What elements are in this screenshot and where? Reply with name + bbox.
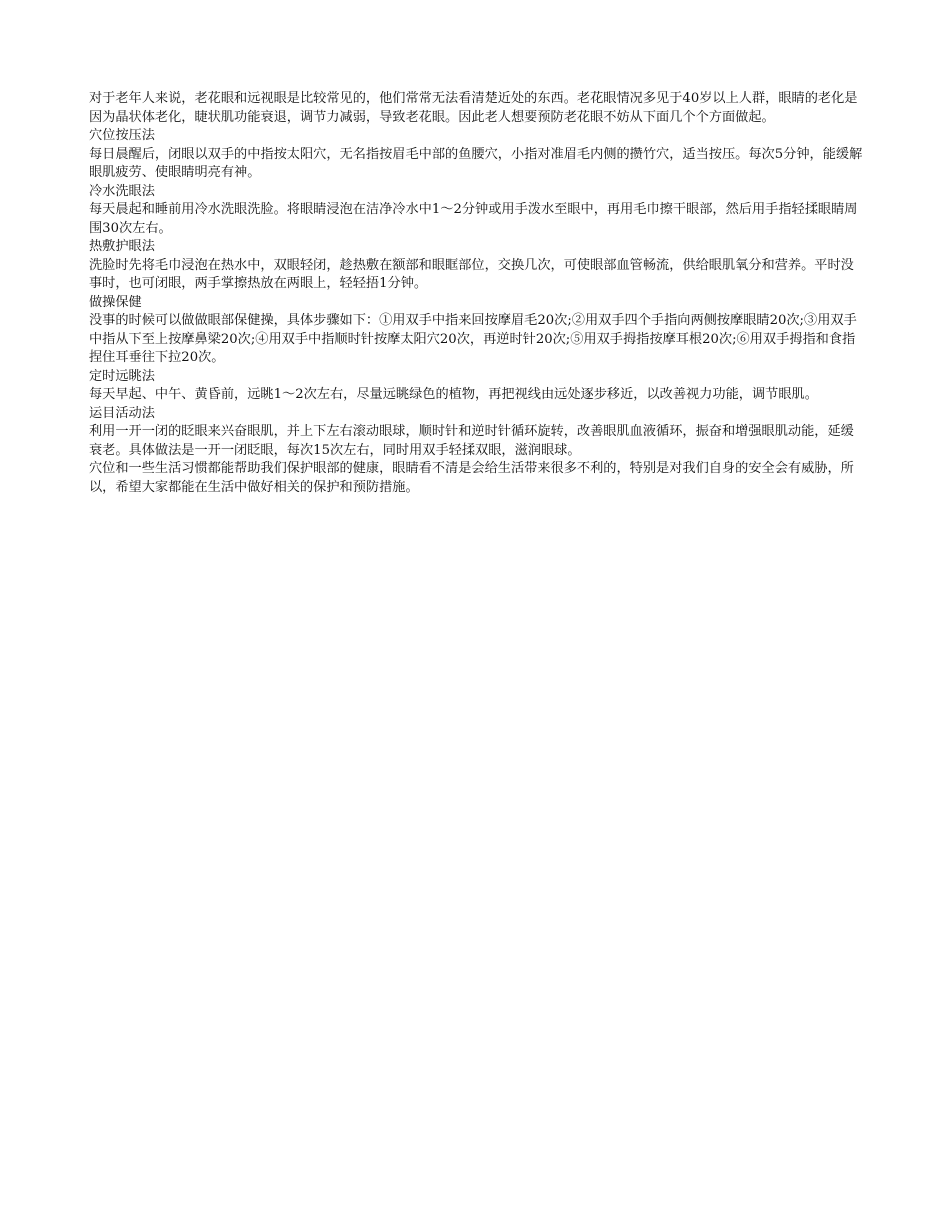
- section-body-distance-gazing: 每天早起、中午、黄昏前，远眺1～2次左右，尽量远眺绿色的植物，再把视线由远处逐步移近，以改善视力功能，调节眼肌。: [89, 387, 818, 402]
- section-heading-eye-movement: 运目活动法: [89, 405, 155, 421]
- section-heading-eye-exercise: 做操保健: [89, 294, 142, 310]
- section-body-eye-exercise: 没事的时候可以做做眼部保健操，具体步骤如下：①用双手中指来回按摩眉毛20次;②用双手四个手指向两侧按摩眼睛20次;③用双手中指从下至上按摩鼻梁20次;④用双手中指顺时针按摩太阳穴20次，再逆时针20次;⑤用双手拇指按摩耳根20次;⑥用双手拇指和食指捏住耳垂往下拉20次。: [89, 313, 857, 365]
- section-heading-acupressure: 穴位按压法: [89, 128, 155, 143]
- section-body-eye-movement: 利用一开一闭的眨眼来兴奋眼肌，并上下左右滚动眼球，顺时针和逆时针循环旋转，改善眼肌血液循环，振奋和增强眼肌动能，延缓衰老。具体做法是一开一闭眨眼，每次15次左右，同时用双手轻揉双眼，滋润眼球。: [89, 424, 854, 458]
- document-page: [89, 90, 867, 497]
- section-heading-cold-water: 冷水洗眼法: [89, 183, 155, 199]
- section-body-cold-water: 每天晨起和睡前用冷水洗眼洗脸。将眼睛浸泡在洁净冷水中1～2分钟或用手泼水至眼中，再用毛巾擦干眼部，然后用手指轻揉眼睛周围30次左右。: [89, 202, 858, 236]
- conclusion-paragraph: 穴位和一些生活习惯都能帮助我们保护眼部的健康，眼睛看不清是会给生活带来很多不利的，特别是对我们自身的安全会有威胁，所以，希望大家都能在生活中做好相关的保护和预防措施。: [89, 461, 854, 495]
- section-body-hot-compress: 洗脸时先将毛巾浸泡在热水中，双眼轻闭，趁热敷在额部和眼眶部位，交换几次，可使眼部血管畅流，供给眼肌氧分和营养。平时没事时，也可闭眼，两手掌擦热放在两眼上，轻轻捂1分钟。: [89, 257, 854, 291]
- section-body-acupressure: 每日晨醒后，闭眼以双手的中指按太阳穴，无名指按眉毛中部的鱼腰穴，小指对准眉毛内侧的攒竹穴，适当按压。每次5分钟，能缓解眼肌疲劳、使眼睛明亮有神。: [89, 146, 863, 180]
- intro-paragraph: 对于老年人来说，老花眼和远视眼是比较常见的，他们常常无法看清楚近处的东西。老花眼情况多见于40岁以上人群，眼睛的老化是因为晶状体老化，睫状肌功能衰退，调节力减弱，导致老花眼。因此老人想要预防老花眼不妨从下面几个个方面做起。: [89, 91, 858, 125]
- section-heading-distance-gazing: 定时远眺法: [89, 368, 155, 384]
- section-heading-hot-compress: 热敷护眼法: [89, 239, 155, 254]
